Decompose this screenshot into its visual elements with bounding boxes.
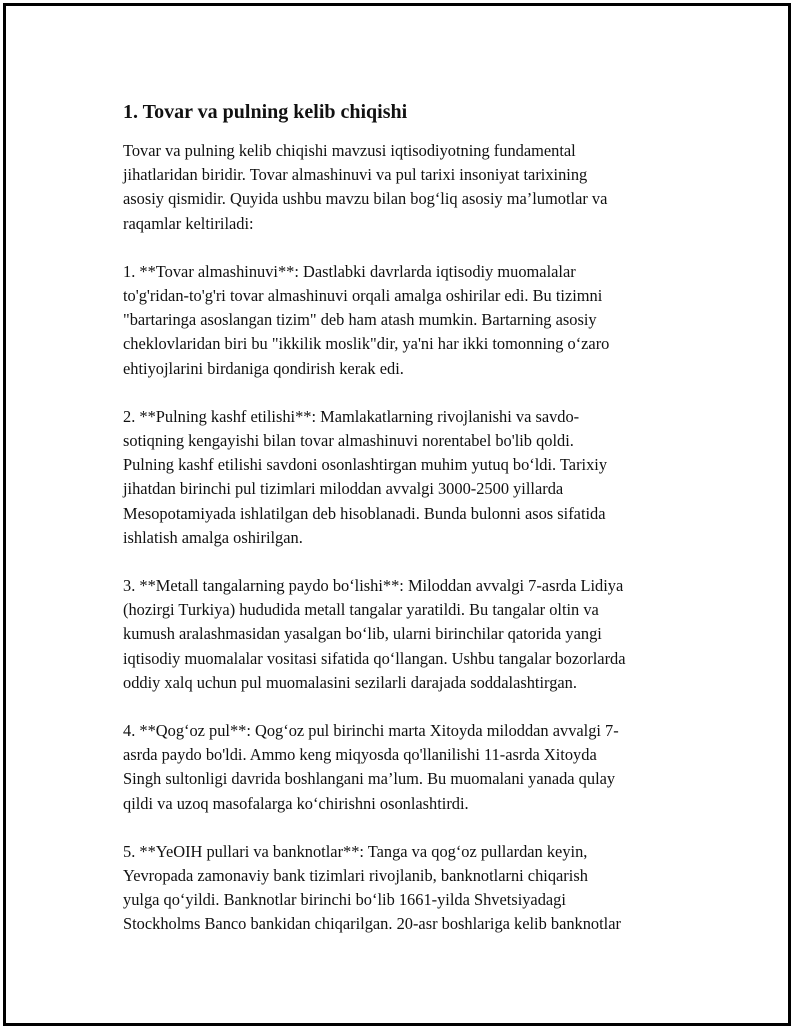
text-line: 3. **Metall tangalarning paydo bo‘lishi**: Miloddan avvalgi 7-asrda Lidiya bbox=[123, 576, 624, 596]
text-line: jihatlaridan biridir. Tovar almashinuvi va pul tarixi insoniyat tarixining bbox=[123, 165, 588, 185]
text-line: Tovar va pulning kelib chiqishi mavzusi iqtisodiyotning fundamental bbox=[123, 141, 576, 160]
text-line: jihatdan birinchi pul tizimlari miloddan avvalgi 3000-2500 yillarda bbox=[123, 479, 564, 499]
text-line: ishlatish amalga oshirilgan. bbox=[123, 527, 303, 547]
document-title: 1. Tovar va pulning kelib chiqishi bbox=[123, 101, 408, 123]
text-line: sotiqning kengayishi bilan tovar almashinuvi norentabel bo'lib qoldi. bbox=[123, 431, 574, 451]
text-line: asosiy qismidir. Quyida ushbu mavzu bilan bog‘liq asosiy ma’lumotlar va bbox=[123, 189, 608, 209]
text-line: iqtisodiy muomalalar vositasi sifatida qo‘llangan. Ushbu tangalar bozorlarda bbox=[123, 648, 626, 668]
text-line: cheklovlaridan biri bu "ikkilik moslik"dir, ya'ni har ikki tomonning o‘zaro bbox=[123, 334, 610, 354]
paragraph-item-5 bbox=[123, 840, 698, 937]
text-line: Yevropada zamonaviy bank tizimlari rivojlanib, banknotlarni chiqarish bbox=[123, 866, 588, 886]
text-line: raqamlar keltiriladi: bbox=[123, 213, 254, 233]
text-line: 4. **Qog‘oz pul**: Qog‘oz pul birinchi marta Xitoyda miloddan avvalgi 7- bbox=[123, 721, 619, 741]
document-body bbox=[123, 98, 698, 937]
page-frame bbox=[3, 3, 791, 1026]
paragraph-item-3 bbox=[123, 574, 698, 695]
text-line: 5. **YeOIH pullari va banknotlar**: Tanga va qog‘oz pullardan keyin, bbox=[123, 841, 588, 861]
text-line: qildi va uzoq masofalarga ko‘chirishni osonlashtirdi. bbox=[123, 793, 469, 813]
text-line: Mesopotamiyada ishlatilgan deb hisoblanadi. Bunda bulonni asos sifatida bbox=[123, 503, 606, 523]
text-line: 1. **Tovar almashinuvi**: Dastlabki davrlarda iqtisodiy muomalalar bbox=[123, 261, 576, 281]
paragraph-item-2 bbox=[123, 405, 698, 550]
text-line: oddiy xalq uchun pul muomalasini sezilarli darajada soddalashtirgan. bbox=[123, 672, 577, 692]
text-line: "bartaringa asoslangan tizim" deb ham atash mumkin. Bartarning asosiy bbox=[123, 310, 597, 330]
paragraph-item-1 bbox=[123, 260, 698, 381]
text-line: Pulning kashf etilishi savdoni osonlashtirgan muhim yutuq bo‘ldi. Tarixiy bbox=[123, 455, 608, 475]
text-line: (hozirgi Turkiya) hududida metall tangalar yaratildi. Bu tangalar oltin va bbox=[123, 600, 599, 620]
text-line: ehtiyojlarini birdaniga qondirish kerak edi. bbox=[123, 358, 404, 378]
text-line: to'g'ridan-to'g'ri tovar almashinuvi orqali amalga oshirilar edi. Bu tizimni bbox=[123, 286, 603, 306]
text-line: asrda paydo bo'ldi. Ammo keng miqyosda qo'llanilishi 11-asrda Xitoyda bbox=[123, 745, 597, 765]
text-line: 2. **Pulning kashf etilishi**: Mamlakatlarning rivojlanishi va savdo- bbox=[123, 406, 580, 426]
paragraph-item-4 bbox=[123, 719, 698, 816]
text-line: Singh sultonligi davrida boshlangani ma’lum. Bu muomalani yanada qulay bbox=[123, 769, 616, 789]
paragraph-intro bbox=[123, 139, 698, 236]
text-line: kumush aralashmasidan yasalgan bo‘lib, ularni birinchilar qatorida yangi bbox=[123, 624, 602, 644]
text-line: Stockholms Banco bankidan chiqarilgan. 20-asr boshlariga kelib banknotlar bbox=[123, 914, 621, 934]
text-line: yulga qo‘yildi. Banknotlar birinchi bo‘lib 1661-yilda Shvetsiyadagi bbox=[123, 890, 566, 910]
